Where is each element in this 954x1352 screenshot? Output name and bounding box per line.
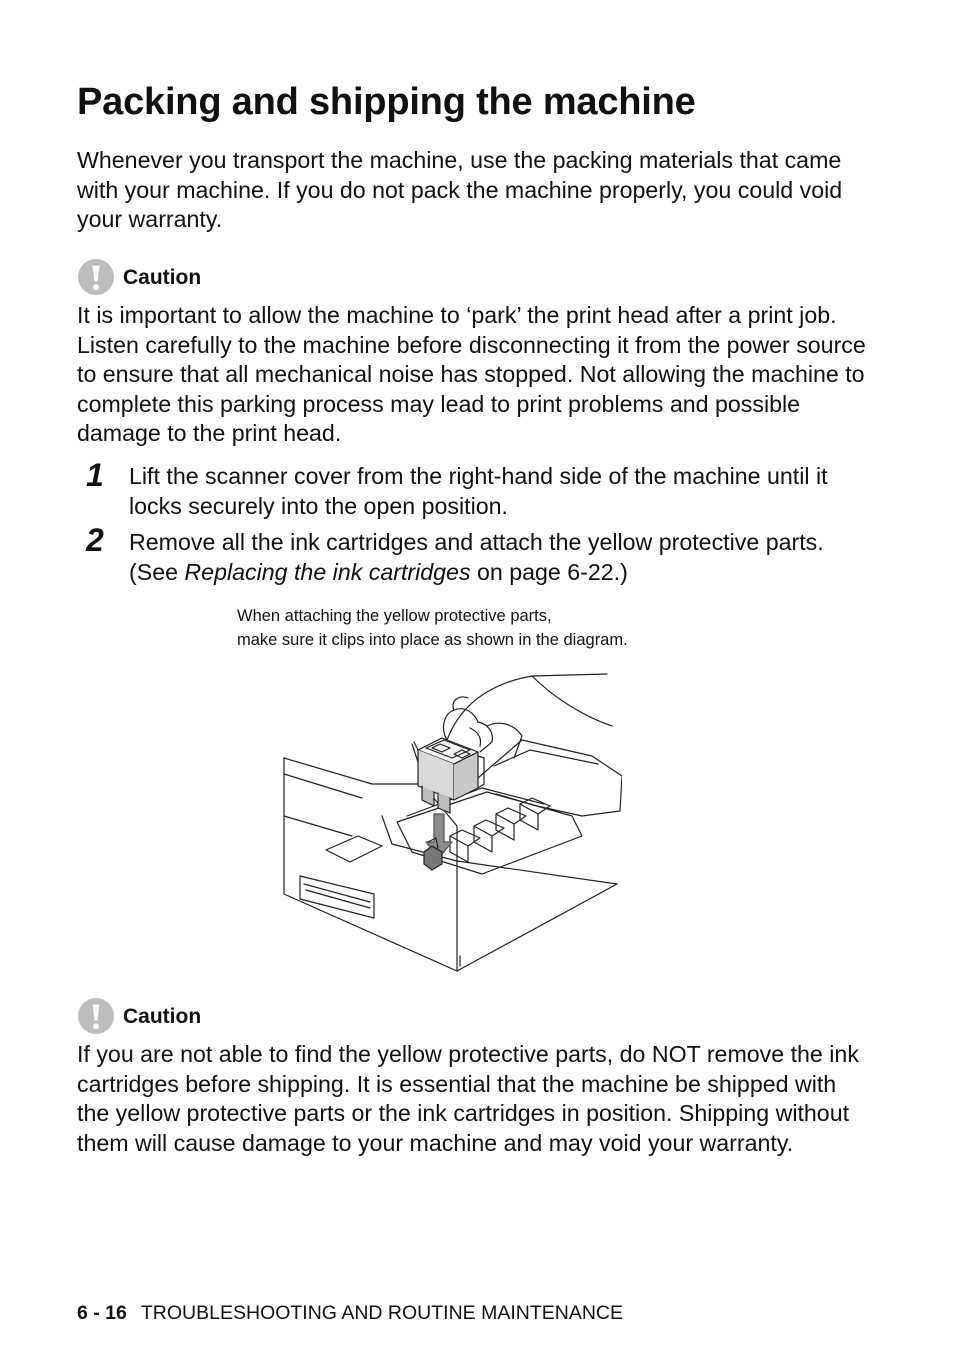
caution-label: Caution bbox=[123, 266, 202, 289]
section-name: TROUBLESHOOTING AND ROUTINE MAINTENANCE bbox=[140, 1302, 624, 1324]
figure-note-line-2: make sure it clips into place as shown in the diagram. bbox=[237, 630, 628, 649]
step-text-1: Lift the scanner cover from the right-hand side of the machine until it locks securely into the open position. bbox=[129, 463, 828, 519]
caution-text-1: It is important to allow the machine to ‘park’ the print head after a print job. Listen carefully to the machine before disconnecting it from the power source to ensure that all mechanical noise has stopped. Not allowing the machine to complete this parking process may lead to print problems and possible damage to the print head. bbox=[77, 302, 866, 447]
caution-heading-2 bbox=[78, 998, 378, 1036]
cross-reference-link: Replacing the ink cartridges bbox=[184, 558, 471, 585]
exclamation-circle-icon bbox=[78, 998, 114, 1034]
step-number-1: 1 bbox=[86, 457, 104, 493]
caution-label: Caution bbox=[123, 1005, 202, 1028]
intro-paragraph: Whenever you transport the machine, use the packing materials that came with your machine. If you do not pack the machine properly, you could void your warranty. bbox=[77, 147, 843, 233]
page-title: Packing and shipping the machine bbox=[77, 81, 696, 123]
figure-note-line-1: When attaching the yellow protective parts, bbox=[237, 607, 552, 625]
page-footer bbox=[77, 1300, 623, 1326]
scanner-cover bbox=[478, 740, 622, 816]
protective-part bbox=[412, 738, 484, 813]
step-2-text-after: on page 6-22.) bbox=[470, 558, 628, 585]
caution-heading-1 bbox=[78, 259, 378, 297]
step-text-2 bbox=[129, 528, 849, 587]
hand bbox=[447, 674, 607, 740]
figure-note bbox=[237, 605, 797, 652]
page-number: 6 - 16 bbox=[77, 1302, 127, 1324]
step-2-text-before: Remove all the ink cartridges and attach the yellow protective parts. (See bbox=[129, 529, 824, 585]
caution-text-2: If you are not able to find the yellow protective parts, do NOT remove the ink cartridges before shipping. It is essential that the machine be shipped with the yellow protective parts or the ink cartridges in position. Shipping without them will cause damage to your machine and may void your warranty. bbox=[77, 1041, 859, 1156]
step-number-2: 2 bbox=[86, 522, 104, 558]
cartridge-slots bbox=[450, 798, 550, 862]
paper-tray bbox=[300, 876, 374, 918]
front-panel-slot bbox=[326, 836, 382, 862]
exclamation-circle-icon bbox=[78, 259, 114, 295]
ink-cartridge-illustration bbox=[282, 666, 622, 978]
